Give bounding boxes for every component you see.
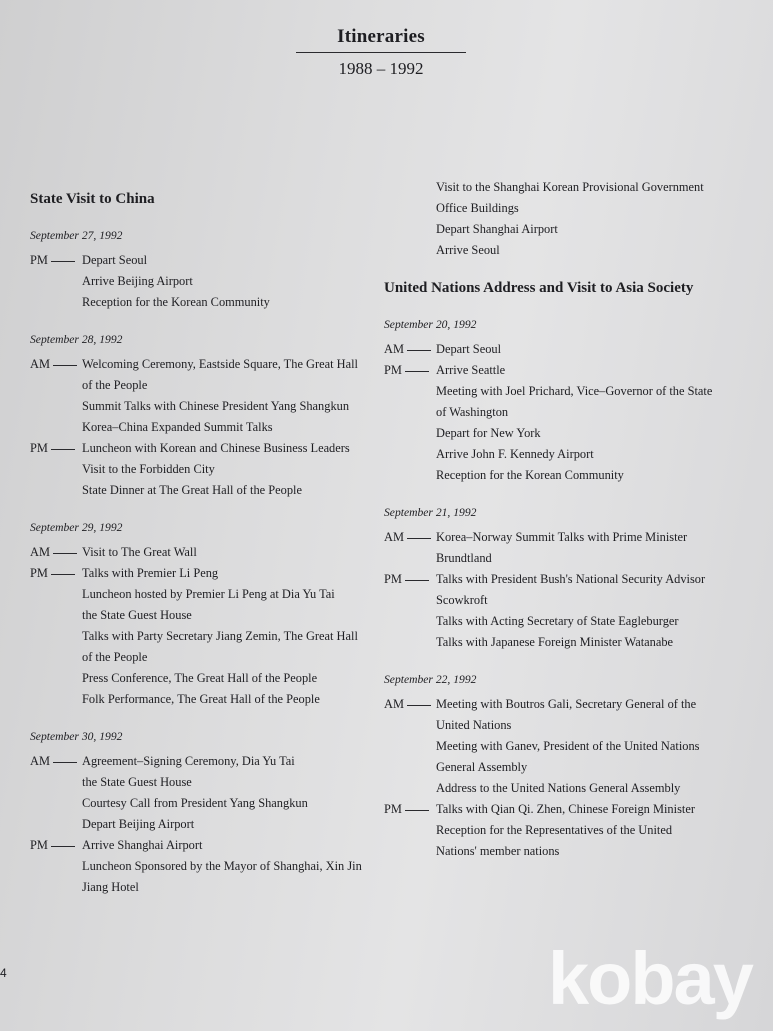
period-label [384, 569, 436, 653]
page-title: Itineraries [337, 26, 425, 47]
event-item: Meeting with Ganev, President of the United Nations [436, 739, 700, 753]
dash-rule [407, 350, 431, 351]
time-period [384, 694, 764, 799]
period-tag: PM [30, 566, 48, 580]
event-item: Courtesy Call from President Yang Shangkun [82, 796, 308, 810]
period-label [384, 360, 436, 486]
period-tag: AM [30, 545, 50, 559]
left-column [30, 188, 375, 914]
event-item: of the People [82, 378, 148, 392]
time-period [30, 542, 375, 563]
period-tag: AM [384, 342, 404, 356]
itinerary-day [30, 517, 375, 710]
period-label [30, 354, 82, 438]
continued-items [384, 177, 764, 261]
watermark-logo: kobay [548, 937, 752, 1020]
period-tag: PM [30, 838, 48, 852]
event-list [436, 339, 764, 360]
day-date: September 29, 1992 [30, 521, 123, 534]
event-list [82, 751, 375, 835]
event-item: Jiang Hotel [82, 880, 139, 894]
dash-rule [51, 261, 75, 262]
itinerary-day [30, 329, 375, 501]
event-list [436, 694, 764, 799]
period-label [30, 835, 82, 898]
day-date: September 28, 1992 [30, 333, 123, 346]
year-range: 1988 – 1992 [338, 59, 424, 78]
time-period [30, 438, 375, 501]
period-label [384, 339, 436, 360]
event-item: Meeting with Boutros Gali, Secretary General of the [436, 697, 697, 711]
period-label [30, 563, 82, 710]
period-tag: PM [30, 441, 48, 455]
event-item: Arrive Seattle [436, 363, 506, 377]
period-label [30, 542, 82, 563]
dash-rule [53, 365, 77, 366]
dash-rule [405, 810, 429, 811]
event-item: Folk Performance, The Great Hall of the People [82, 692, 320, 706]
event-item: Reception for the Korean Community [436, 468, 624, 482]
right-column [384, 177, 764, 878]
period-label [30, 438, 82, 501]
event-item: Meeting with Joel Prichard, Vice–Governor of the State [436, 384, 713, 398]
period-tag: PM [384, 802, 402, 816]
event-item: Luncheon Sponsored by the Mayor of Shanghai, Xin Jin [82, 859, 362, 873]
page-header [296, 26, 466, 79]
period-label [30, 751, 82, 835]
time-period [384, 799, 764, 862]
event-item: Talks with Qian Qi. Zhen, Chinese Foreign Minister [436, 802, 695, 816]
period-tag: PM [30, 253, 48, 267]
period-tag: AM [384, 697, 404, 711]
period-tag: PM [384, 572, 402, 586]
day-date: September 20, 1992 [384, 318, 477, 331]
dash-rule [51, 846, 75, 847]
day-date: September 30, 1992 [30, 730, 123, 743]
period-label [384, 694, 436, 799]
event-item: Depart Seoul [82, 253, 148, 267]
time-period [384, 527, 764, 569]
day-date: September 21, 1992 [384, 506, 477, 519]
event-item: Talks with Party Secretary Jiang Zemin, The Great Hall [82, 629, 358, 643]
event-item: Talks with President Bush's National Security Advisor [436, 572, 706, 586]
event-item: Depart Shanghai Airport [436, 222, 558, 236]
event-list [436, 569, 764, 653]
period-tag: AM [30, 754, 50, 768]
event-item: of the People [82, 650, 148, 664]
event-list [82, 563, 375, 710]
period-tag: AM [384, 530, 404, 544]
event-item: Korea–China Expanded Summit Talks [82, 420, 273, 434]
time-period [384, 360, 764, 486]
event-item: Arrive Seoul [436, 243, 500, 257]
event-item: Welcoming Ceremony, Eastside Square, The Great Hall [82, 357, 358, 371]
section-title: United Nations Address and Visit to Asia Society [384, 280, 694, 296]
event-item: Office Buildings [436, 201, 519, 215]
dash-rule [405, 371, 429, 372]
event-item: Luncheon with Korean and Chinese Business Leaders [82, 441, 350, 455]
event-item: Reception for the Korean Community [82, 295, 270, 309]
itinerary-days [30, 225, 375, 898]
time-period [384, 339, 764, 360]
event-item: Visit to the Shanghai Korean Provisional Government [436, 180, 704, 194]
event-item: General Assembly [436, 760, 528, 774]
event-item: Visit to The Great Wall [82, 545, 197, 559]
dash-rule [53, 553, 77, 554]
period-label [384, 799, 436, 862]
time-period [30, 354, 375, 438]
event-item: Agreement–Signing Ceremony, Dia Yu Tai [82, 754, 295, 768]
dash-rule [53, 762, 77, 763]
event-item: Reception for the Representatives of the United [436, 823, 673, 837]
event-item: Scowkroft [436, 593, 488, 607]
event-item: Talks with Acting Secretary of State Eagleburger [436, 614, 679, 628]
event-item: United Nations [436, 718, 512, 732]
dash-rule [51, 574, 75, 575]
event-item: Arrive Shanghai Airport [82, 838, 203, 852]
event-list [82, 438, 375, 501]
event-item: Talks with Premier Li Peng [82, 566, 219, 580]
event-list [436, 360, 764, 486]
event-item: the State Guest House [82, 608, 192, 622]
day-date: September 22, 1992 [384, 673, 477, 686]
day-date: September 27, 1992 [30, 229, 123, 242]
event-item: the State Guest House [82, 775, 192, 789]
title-rule [296, 52, 466, 53]
itinerary-day [384, 502, 764, 653]
dash-rule [407, 705, 431, 706]
event-item: Depart for New York [436, 426, 541, 440]
event-list [82, 250, 375, 313]
event-item: Press Conference, The Great Hall of the People [82, 671, 318, 685]
time-period [30, 751, 375, 835]
event-list [82, 354, 375, 438]
period-tag: AM [30, 357, 50, 371]
event-item: Nations' member nations [436, 844, 560, 858]
event-item: Luncheon hosted by Premier Li Peng at Dia Yu Tai [82, 587, 335, 601]
itinerary-day [30, 225, 375, 313]
page-number: 4 [0, 966, 7, 980]
itinerary-day [30, 726, 375, 898]
dash-rule [51, 449, 75, 450]
time-period [30, 563, 375, 710]
event-list [436, 799, 764, 862]
event-item: Visit to the Forbidden City [82, 462, 215, 476]
section-title: State Visit to China [30, 191, 155, 207]
itinerary-day [384, 314, 764, 486]
period-tag: PM [384, 363, 402, 377]
event-item: Brundtland [436, 551, 492, 565]
event-list [82, 542, 375, 563]
itinerary-day [384, 669, 764, 862]
event-item: Summit Talks with Chinese President Yang Shangkun [82, 399, 350, 413]
event-item: Talks with Japanese Foreign Minister Watanabe [436, 635, 674, 649]
event-item: State Dinner at The Great Hall of the People [82, 483, 302, 497]
period-label [30, 250, 82, 313]
event-item: Depart Beijing Airport [82, 817, 195, 831]
event-item: Arrive Beijing Airport [82, 274, 193, 288]
dash-rule [405, 580, 429, 581]
event-item: Korea–Norway Summit Talks with Prime Minister [436, 530, 688, 544]
time-period [30, 835, 375, 898]
time-period [30, 250, 375, 313]
itinerary-days [384, 314, 764, 862]
time-period [384, 569, 764, 653]
dash-rule [407, 538, 431, 539]
event-item: of Washington [436, 405, 509, 419]
event-item: Address to the United Nations General Assembly [436, 781, 681, 795]
event-item: Depart Seoul [436, 342, 502, 356]
period-label [384, 527, 436, 569]
event-list [436, 527, 764, 569]
event-list [82, 835, 375, 898]
event-item: Arrive John F. Kennedy Airport [436, 447, 594, 461]
